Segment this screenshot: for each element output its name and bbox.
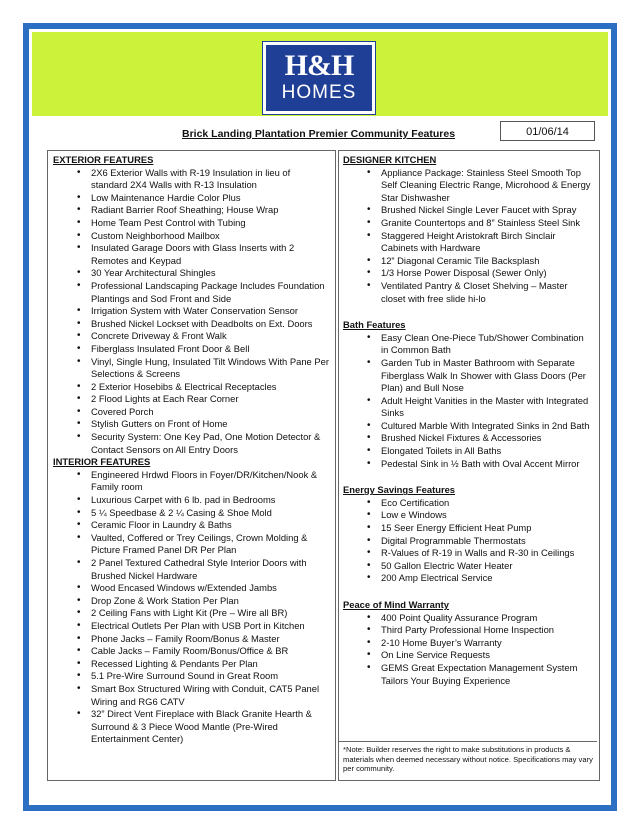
list-item: • Irrigation System with Water Conservation Sensor	[53, 305, 329, 318]
list-item: • 2 Exterior Hosebibs & Electrical Receptacles	[53, 381, 329, 394]
left-column	[47, 150, 336, 781]
list-item: • Digital Programmable Thermostats	[343, 535, 593, 548]
list-item: • 2 Panel Textured Cathedral Style Interior Doors with Brushed Nickel Hardware	[53, 557, 329, 582]
list-item: • 200 Amp Electrical Service	[343, 572, 593, 585]
hh-homes-logo	[263, 42, 375, 114]
list-item: • Wood Encased Windows w/Extended Jambs	[53, 582, 329, 595]
list-item: • Easy Clean One-Piece Tub/Shower Combination in Common Bath	[343, 332, 593, 357]
warranty-list	[343, 612, 593, 688]
list-item: • 5 ¼ Speedbase & 2 ¼ Casing & Shoe Mold	[53, 507, 329, 520]
list-item: • 2 Flood Lights at Each Rear Corner	[53, 393, 329, 406]
logo-mark: H&H	[284, 49, 354, 82]
energy-list	[343, 497, 593, 585]
list-item: • GEMS Great Expectation Management System Tailors Your Buying Experience	[343, 662, 593, 687]
list-item: • Vinyl, Single Hung, Insulated Tilt Windows With Pane Per Selections & Screens	[53, 356, 329, 381]
list-item: • Ventilated Pantry & Closet Shelving – Master closet with free slide hi-lo	[343, 280, 593, 305]
list-item: • Radiant Barrier Roof Sheathing; House Wrap	[53, 204, 329, 217]
list-item: • Vaulted, Coffered or Trey Ceilings, Crown Molding & Picture Framed Panel DR Per Plan	[53, 532, 329, 557]
list-item: • 30 Year Architectural Shingles	[53, 267, 329, 280]
list-item: • Elongated Toilets in All Baths	[343, 445, 593, 458]
list-item: • Brushed Nickel Single Lever Faucet with Spray	[343, 204, 593, 217]
list-item: • Low e Windows	[343, 509, 593, 522]
list-item: • On Line Service Requests	[343, 649, 593, 662]
list-item: • Engineered Hrdwd Floors in Foyer/DR/Kitchen/Nook & Family room	[53, 469, 329, 494]
list-item: • Custom Neighborhood Mailbox	[53, 230, 329, 243]
list-item: • 15 Seer Energy Efficient Heat Pump	[343, 522, 593, 535]
list-item: • Stylish Gutters on Front of Home	[53, 418, 329, 431]
list-item: • Professional Landscaping Package Includes Foundation Plantings and Sod Front and Side	[53, 280, 329, 305]
list-item: • Home Team Pest Control with Tubing	[53, 217, 329, 230]
list-item: • Phone Jacks – Family Room/Bonus & Master	[53, 633, 329, 646]
list-item: • Brushed Nickel Fixtures & Accessories	[343, 432, 593, 445]
list-item: • Appliance Package: Stainless Steel Smooth Top Self Cleaning Electric Range, Microhood & Energy Star Dishwasher	[343, 167, 593, 205]
list-item: • Staggered Height Aristokraft Birch Sinclair Cabinets with Hardware	[343, 230, 593, 255]
list-item: • Covered Porch	[53, 406, 329, 419]
list-item: • Third Party Professional Home Inspection	[343, 624, 593, 637]
list-item: • 50 Gallon Electric Water Heater	[343, 560, 593, 573]
list-item: • R-Values of R-19 in Walls and R-30 in Ceilings	[343, 547, 593, 560]
list-item: • 400 Point Quality Assurance Program	[343, 612, 593, 625]
list-item: • Cable Jacks – Family Room/Bonus/Office & BR	[53, 645, 329, 658]
list-item: • 2X6 Exterior Walls with R-19 Insulation in lieu of standard 2X4 Walls with R-13 Insulation	[53, 167, 329, 192]
list-item: • Eco Certification	[343, 497, 593, 510]
list-item: • Fiberglass Insulated Front Door & Bell	[53, 343, 329, 356]
list-item: • Electrical Outlets Per Plan with USB Port in Kitchen	[53, 620, 329, 633]
list-item: • Brushed Nickel Lockset with Deadbolts on Ext. Doors	[53, 318, 329, 331]
list-item: • Granite Countertops and 8” Stainless Steel Sink	[343, 217, 593, 230]
page-title: Brick Landing Plantation Premier Community Features	[182, 128, 456, 140]
list-item: • Low Maintenance Hardie Color Plus	[53, 192, 329, 205]
list-item: • 2-10 Home Buyer’s Warranty	[343, 637, 593, 650]
bath-list	[343, 332, 593, 471]
list-item: • 1/3 Horse Power Disposal (Sewer Only)	[343, 267, 593, 280]
kitchen-list	[343, 167, 593, 306]
warranty-heading: Peace of Mind Warranty	[343, 599, 449, 610]
exterior-list	[53, 167, 329, 457]
builder-note: *Note: Builder reserves the right to make substitutions in products & materials when deemed necessary without notice. Specifications may vary per community.	[339, 741, 597, 774]
list-item: • Pedestal Sink in ½ Bath with Oval Accent Mirror	[343, 458, 593, 471]
exterior-heading: EXTERIOR FEATURES	[53, 154, 154, 165]
list-item: • 5.1 Pre-Wire Surround Sound in Great Room	[53, 670, 329, 683]
list-item: • Concrete Driveway & Front Walk	[53, 330, 329, 343]
interior-heading: INTERIOR FEATURES	[53, 456, 151, 468]
date-box: 01/06/14	[500, 121, 595, 141]
list-item: • Adult Height Vanities in the Master with Integrated Sinks	[343, 395, 593, 420]
list-item: • Luxurious Carpet with 6 lb. pad in Bedrooms	[53, 494, 329, 507]
list-item: • Ceramic Floor in Laundry & Baths	[53, 519, 329, 532]
list-item: • Insulated Garage Doors with Glass Inserts with 2 Remotes and Keypad	[53, 242, 329, 267]
list-item: • Drop Zone & Work Station Per Plan	[53, 595, 329, 608]
list-item: • 12” Diagonal Ceramic Tile Backsplash	[343, 255, 593, 268]
list-item: • 32” Direct Vent Fireplace with Black Granite Hearth & Surround & 3 Piece Wood Mantle (Pre-Wired Entertainment Center)	[53, 708, 329, 746]
list-item: • Cultured Marble With Integrated Sinks in 2nd Bath	[343, 420, 593, 433]
energy-heading: Energy Savings Features	[343, 484, 456, 496]
bath-heading: Bath Features	[343, 319, 406, 331]
list-item: • Smart Box Structured Wiring with Conduit, CAT5 Panel Wiring and RG6 CATV	[53, 683, 329, 708]
kitchen-heading: DESIGNER KITCHEN	[343, 154, 437, 165]
list-item: • Security System: One Key Pad, One Motion Detector & Contact Sensors on All Entry Doors	[53, 431, 329, 456]
right-column	[338, 150, 600, 781]
list-item: • Recessed Lighting & Pendants Per Plan	[53, 658, 329, 671]
list-item: • 2 Ceiling Fans with Light Kit (Pre – Wire all BR)	[53, 607, 329, 620]
list-item: • Garden Tub in Master Bathroom with Separate Fiberglass Walk In Shower with Glass Doors (Per Plan) and Bull Nose	[343, 357, 593, 395]
logo-word: HOMES	[281, 82, 357, 103]
interior-list	[53, 469, 329, 746]
